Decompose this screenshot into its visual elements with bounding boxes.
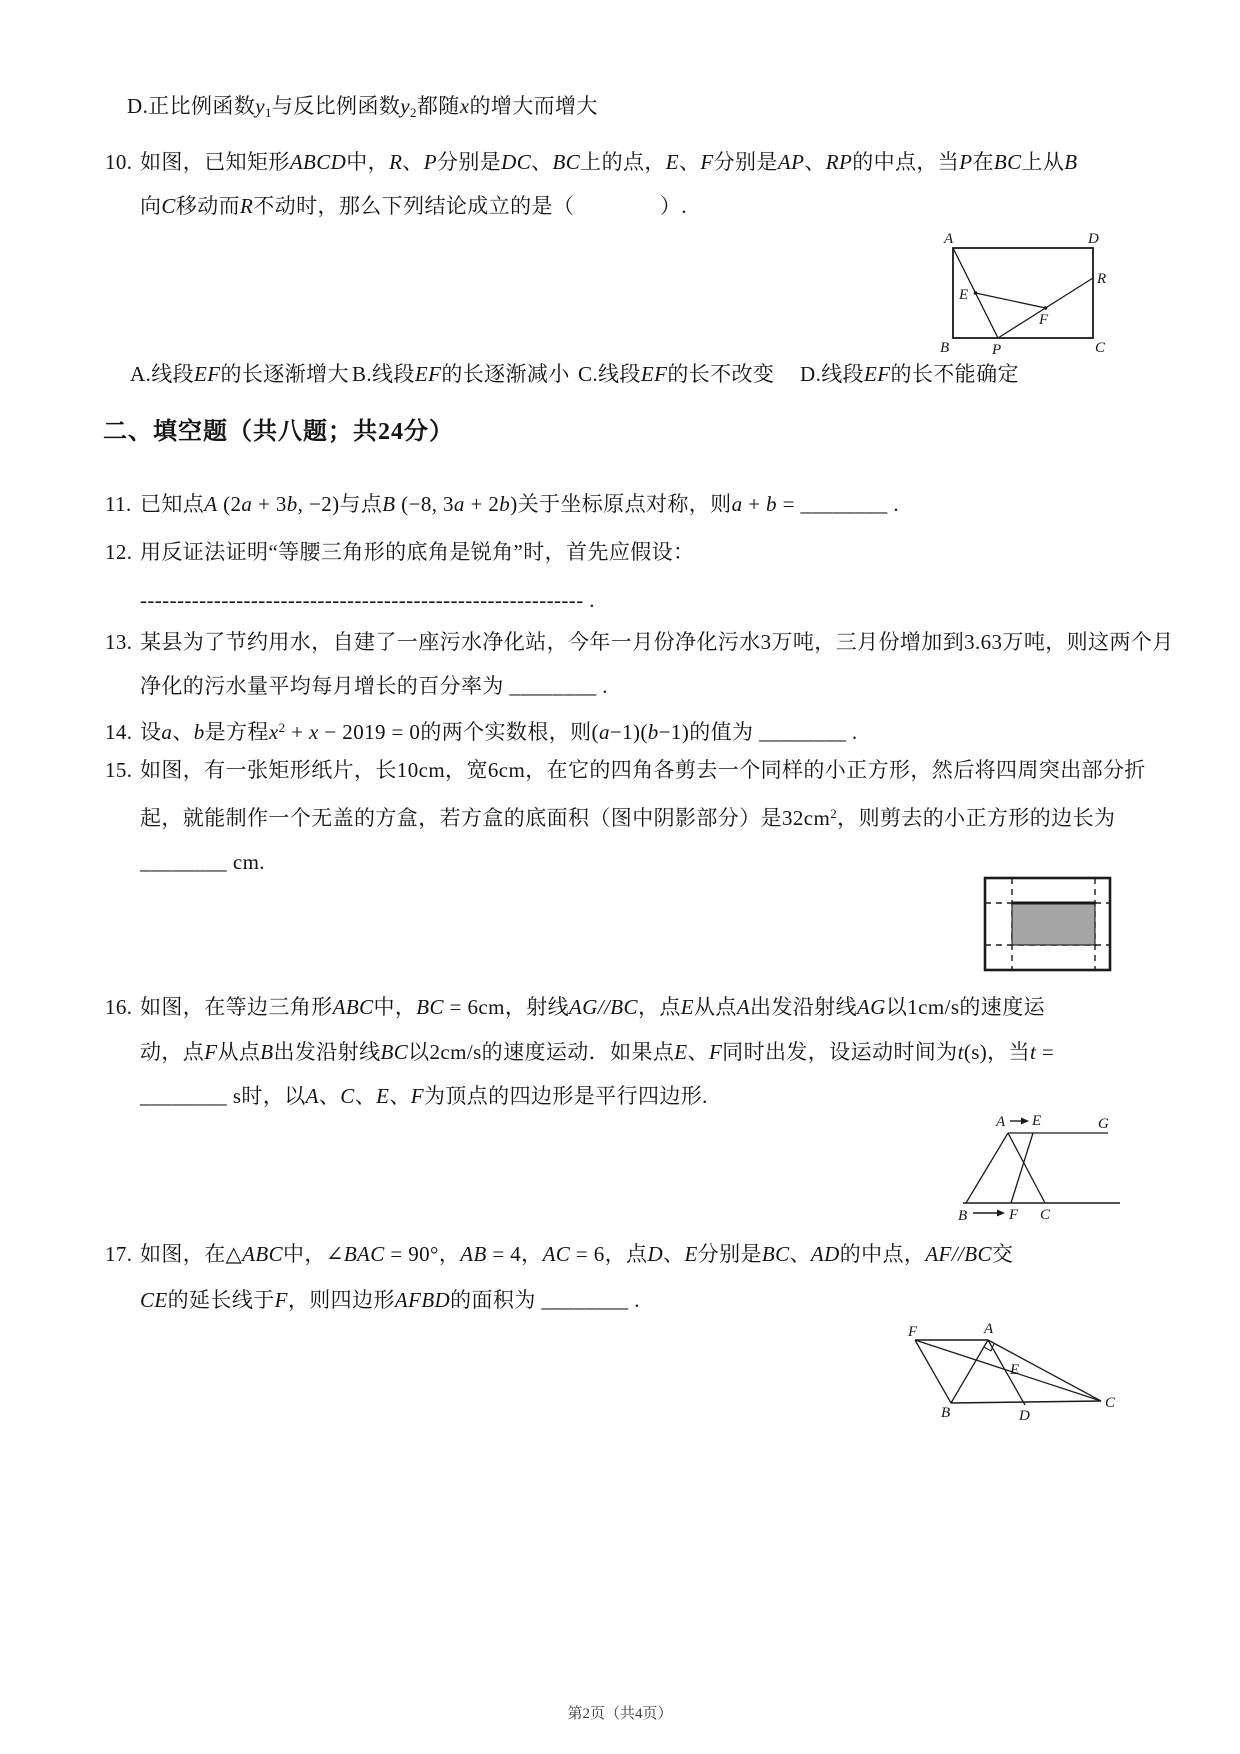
text-segment: 向 [140, 194, 162, 218]
text-segment: 如图，在等边三角形 [140, 995, 333, 1019]
text-segment: RP [825, 150, 853, 174]
text-segment: BC [416, 995, 444, 1019]
text-segment: ------------------------------------------------------------ . [140, 588, 595, 612]
text-segment: 、 [687, 1040, 709, 1064]
question-14-text [140, 720, 858, 744]
text-segment: BC [993, 150, 1022, 174]
text-segment: b [766, 492, 777, 516]
text-segment: (s)，当 [963, 1040, 1030, 1064]
label-A: A [984, 1321, 994, 1337]
text-segment: + 2 [464, 492, 500, 516]
line-BC [951, 1401, 1101, 1403]
text-segment: a [161, 720, 173, 744]
text-segment: 、 [789, 1242, 811, 1266]
text-segment: EF [640, 362, 668, 386]
text-segment: BAC [343, 1242, 385, 1266]
text-segment: 的长逐渐减小 [441, 362, 570, 386]
text-segment: 的中点，当 [852, 150, 960, 174]
line-EF [1011, 1133, 1033, 1203]
label-C: C [1040, 1207, 1051, 1223]
point-E [974, 291, 978, 295]
text-segment: 分别是 [697, 1242, 762, 1266]
text-segment: a [598, 720, 610, 744]
text-segment: 以1cm/s的速度运 [885, 995, 1046, 1019]
label-E: E [959, 287, 969, 303]
text-segment: 2 [410, 105, 417, 120]
text-segment: EF [864, 362, 891, 386]
text-segment: BC [552, 150, 581, 174]
question-number: 14. [105, 720, 133, 744]
label-F: F [1009, 1207, 1019, 1223]
question-15-line-2 [140, 800, 1115, 832]
text-segment: F [274, 1288, 288, 1312]
text-segment: AG//BC [569, 995, 638, 1019]
text-segment: 中， [373, 995, 417, 1019]
text-segment: 的增大而增大 [469, 94, 598, 118]
question-number: 12. [105, 540, 133, 564]
text-segment: ，点 [637, 995, 681, 1019]
text-segment: AD [810, 1242, 840, 1266]
text-segment: = 90°， [384, 1242, 461, 1266]
label-F: F [908, 1324, 918, 1340]
text-segment: 为顶点的四边形是平行四边形. [423, 1084, 708, 1108]
text-segment: 的长逐渐增大 [220, 362, 349, 386]
text-segment: F [708, 1040, 723, 1064]
text-segment: ，则四边形 [287, 1288, 395, 1312]
question-12-line-1 [105, 538, 694, 566]
text-segment: C [161, 194, 176, 218]
question-13-line-2 [140, 672, 608, 700]
text-segment: = 6cm，射线 [443, 995, 570, 1019]
text-segment: x [459, 94, 470, 118]
text-segment: 不动时，那么下列结论成立的是（ ）. [253, 194, 687, 218]
text-segment: −1)的值为 ________ . [658, 720, 858, 744]
label-A: A [944, 231, 954, 247]
text-segment: BC [761, 1242, 790, 1266]
text-segment: , −2)与点 [297, 492, 383, 516]
question-12-text [140, 540, 694, 564]
text-segment: 、 [172, 720, 194, 744]
line-AB [951, 1340, 988, 1403]
question-number: 11. [105, 492, 132, 516]
text-segment: 设 [140, 720, 162, 744]
label-D: D [1019, 1408, 1030, 1424]
question-number: 13. [105, 630, 133, 654]
text-segment: 的中点， [839, 1242, 926, 1266]
text-segment: DC [501, 150, 532, 174]
text-segment: 、 [531, 150, 553, 174]
line-AC [1008, 1133, 1045, 1203]
text-segment: 、 [318, 1084, 341, 1108]
label-C: C [1095, 340, 1106, 356]
question-16-line-3 [140, 1082, 708, 1110]
text-segment: 出发沿射线 [750, 995, 858, 1019]
text-segment: A.线段 [130, 362, 195, 386]
text-segment: 的长不改变 [667, 362, 775, 386]
question-15-line-1 [105, 756, 1146, 784]
shaded-box-bottom [1012, 903, 1095, 945]
text-segment: x [309, 720, 319, 744]
question-number: 10. [105, 150, 133, 174]
text-segment: 与反比例函数 [271, 94, 401, 118]
label-E: E [1010, 1362, 1020, 1378]
text-segment: F [410, 1084, 424, 1108]
text-segment: 从点 [694, 995, 737, 1019]
text-segment: = 4， [486, 1242, 543, 1266]
text-segment: EF [414, 362, 442, 386]
text-segment: 动，点 [140, 1040, 205, 1064]
text-segment: 都随 [416, 94, 460, 118]
label-G: G [1098, 1116, 1109, 1132]
text-segment: D.正比例函数 [127, 94, 256, 118]
question-15-line-3 [140, 848, 265, 876]
text-segment: 分别是 [436, 150, 502, 174]
text-segment: A [204, 492, 218, 516]
text-segment: ________ cm. [140, 850, 265, 874]
text-segment: x [268, 720, 279, 744]
arrowhead-A-to-E [1021, 1118, 1029, 1125]
text-segment: F [700, 150, 714, 174]
text-segment: = ________ . [776, 492, 899, 516]
text-segment: 某县为了节约用水，自建了一座污水净化站，今年一月份净化污水3万吨，三月份增加到3.63万吨，则这两个月 [140, 630, 1174, 654]
text-segment: E [674, 1040, 688, 1064]
q16-triangle-figure [948, 1106, 1133, 1228]
text-segment: B [260, 1040, 274, 1064]
text-segment: 、 [679, 150, 701, 174]
question-13-line-1 [105, 628, 1174, 656]
text-segment: E [684, 1242, 698, 1266]
question-number: 17. [105, 1242, 133, 1266]
text-segment: 、 [354, 1084, 377, 1108]
text-segment: = 6，点 [570, 1242, 648, 1266]
text-segment: 从点 [217, 1040, 261, 1064]
q10-rectangle-figure [940, 225, 1120, 375]
arrowhead-B-to-F [997, 1210, 1005, 1217]
text-segment: B.线段 [352, 362, 415, 386]
text-segment: 以2cm/s的速度运动．如果点 [408, 1040, 675, 1064]
text-segment: E [376, 1084, 390, 1108]
text-segment: b [286, 492, 298, 516]
question-17-text [140, 1242, 1013, 1266]
text-segment: 、 [402, 150, 424, 174]
text-segment: CE [140, 1288, 168, 1312]
text-segment: a [731, 492, 743, 516]
text-segment: b [647, 720, 659, 744]
label-B: B [940, 340, 950, 356]
label-B: B [941, 1405, 951, 1421]
text-segment: AFBD [394, 1288, 451, 1312]
text-segment: 如图，在△ [140, 1242, 243, 1266]
question-12-answer-blank [140, 586, 595, 614]
text-segment: 2 [278, 720, 286, 735]
text-segment: ABC [332, 995, 374, 1019]
text-segment: 的面积为 ________ . [450, 1288, 640, 1312]
question-10-option-d [800, 360, 1019, 388]
label-D: D [1088, 231, 1099, 247]
text-segment: 、 [389, 1084, 411, 1108]
text-segment: ABC [242, 1242, 284, 1266]
label-P: P [992, 342, 1002, 358]
question-14-line-1 [105, 714, 858, 746]
question-16-line-2 [140, 1038, 1054, 1066]
text-segment: 上的点， [580, 150, 666, 174]
text-segment: y [400, 94, 410, 118]
label-B: B [958, 1208, 968, 1224]
text-segment: AG [857, 995, 886, 1019]
q17-triangle-figure [898, 1316, 1128, 1434]
text-segment: D [647, 1242, 664, 1266]
text-segment: AC [542, 1242, 571, 1266]
text-segment: 交 [991, 1242, 1014, 1266]
q15-box-net-figure [980, 872, 1115, 974]
text-segment: 1 [264, 105, 272, 120]
text-segment: AP [777, 150, 805, 174]
text-segment: 如图，已知矩形 [140, 150, 290, 174]
text-segment: a [453, 492, 465, 516]
text-segment: 如图，有一张矩形纸片，长10cm，宽6cm，在它的四角各剪去一个同样的小正方形，然后将四周突出部分折 [140, 758, 1146, 782]
question-15-text [140, 758, 1146, 782]
text-segment: AF//BC [925, 1242, 992, 1266]
text-segment: 、 [804, 150, 826, 174]
text-segment: E [665, 150, 680, 174]
text-segment: BC [380, 1040, 409, 1064]
question-10-option-a [130, 360, 349, 388]
text-segment: F [204, 1040, 218, 1064]
text-segment: 的延长线于 [167, 1288, 275, 1312]
text-segment: y [255, 94, 265, 118]
text-segment: 上从 [1021, 150, 1065, 174]
text-segment: E [680, 995, 694, 1019]
text-segment: t [957, 1040, 964, 1064]
text-segment: + 3 [252, 492, 287, 516]
text-segment: B [1064, 150, 1078, 174]
question-16-line-1 [105, 993, 1045, 1021]
section-2-title: 二、填空题（共八题；共24分） [103, 419, 454, 445]
text-segment: a [241, 492, 253, 516]
question-11-text [140, 492, 899, 516]
text-segment: ，则剪去的小正方形的边长为 [837, 806, 1116, 830]
text-segment: 移动而 [175, 194, 241, 218]
question-17-line-2 [140, 1286, 640, 1314]
text-segment: 起，就能制作一个无盖的方盒，若方盒的底面积（图中阴影部分）是32cm [140, 806, 831, 830]
text-segment: A [305, 1084, 319, 1108]
text-segment: D.线段 [800, 362, 865, 386]
text-segment: R [240, 194, 254, 218]
text-segment: − 2019 = 0的两个实数根，则( [318, 720, 599, 744]
text-segment: P [959, 150, 973, 174]
text-segment: R [389, 150, 403, 174]
text-segment: 已知点 [140, 492, 205, 516]
text-segment: 在 [972, 150, 994, 174]
text-segment: b [193, 720, 205, 744]
label-F: F [1039, 312, 1049, 328]
text-segment: (−8, 3 [395, 492, 454, 516]
text-segment: ________ s时，以 [140, 1084, 306, 1108]
line-EF [976, 293, 1046, 308]
question-10-option-c [578, 360, 774, 388]
text-segment: 出发沿射线 [273, 1040, 381, 1064]
text-segment: + [285, 720, 310, 744]
question-10-line-1 [105, 148, 1078, 176]
text-segment: b [499, 492, 511, 516]
text-segment: (2 [217, 492, 242, 516]
question-10-text [140, 150, 1078, 174]
question-9-option-d [127, 92, 598, 127]
text-segment: t [1030, 1040, 1037, 1064]
text-segment: −1)( [609, 720, 648, 744]
question-17-line-1 [105, 1240, 1013, 1268]
question-16-text [140, 995, 1045, 1019]
question-11-line-1 [105, 490, 899, 518]
text-segment: B [382, 492, 396, 516]
text-segment: 是方程 [204, 720, 269, 744]
text-segment: 2 [830, 806, 838, 821]
text-segment: A [736, 995, 751, 1019]
question-13-text [140, 630, 1174, 654]
text-segment: 分别是 [713, 150, 778, 174]
page-footer: 第2页（共4页） [567, 1706, 673, 1722]
text-segment: C [340, 1084, 355, 1108]
text-segment: 同时出发，设运动时间为 [722, 1040, 958, 1064]
label-C: C [1105, 1395, 1116, 1411]
text-segment: 的长不能确定 [890, 362, 1019, 386]
question-number: 15. [105, 758, 133, 782]
question-10-option-b [352, 360, 570, 388]
text-segment: 用反证法证明“等腰三角形的底角是锐角”时，首先应假设： [140, 540, 695, 564]
line-AB [966, 1133, 1008, 1203]
text-segment: ABCD [289, 150, 347, 174]
text-segment: 、 [663, 1242, 685, 1266]
text-segment: 净化的污水量平均每月增长的百分率为 ________ . [140, 674, 608, 698]
line-FC [915, 1340, 1101, 1401]
text-segment: C.线段 [578, 362, 641, 386]
point-F [1044, 306, 1048, 310]
question-number: 16. [105, 995, 133, 1019]
label-R: R [1097, 271, 1107, 287]
label-A: A [996, 1114, 1006, 1130]
text-segment: EF [194, 362, 221, 386]
text-segment: 中， [346, 150, 390, 174]
question-10-line-2 [140, 192, 687, 220]
text-segment: + [742, 492, 767, 516]
label-E: E [1032, 1113, 1042, 1129]
text-segment: 中，∠ [283, 1242, 344, 1266]
text-segment: P [423, 150, 437, 174]
text-segment: = [1036, 1040, 1055, 1064]
text-segment: )关于坐标原点对称，则 [510, 492, 732, 516]
text-segment: AB [460, 1242, 487, 1266]
